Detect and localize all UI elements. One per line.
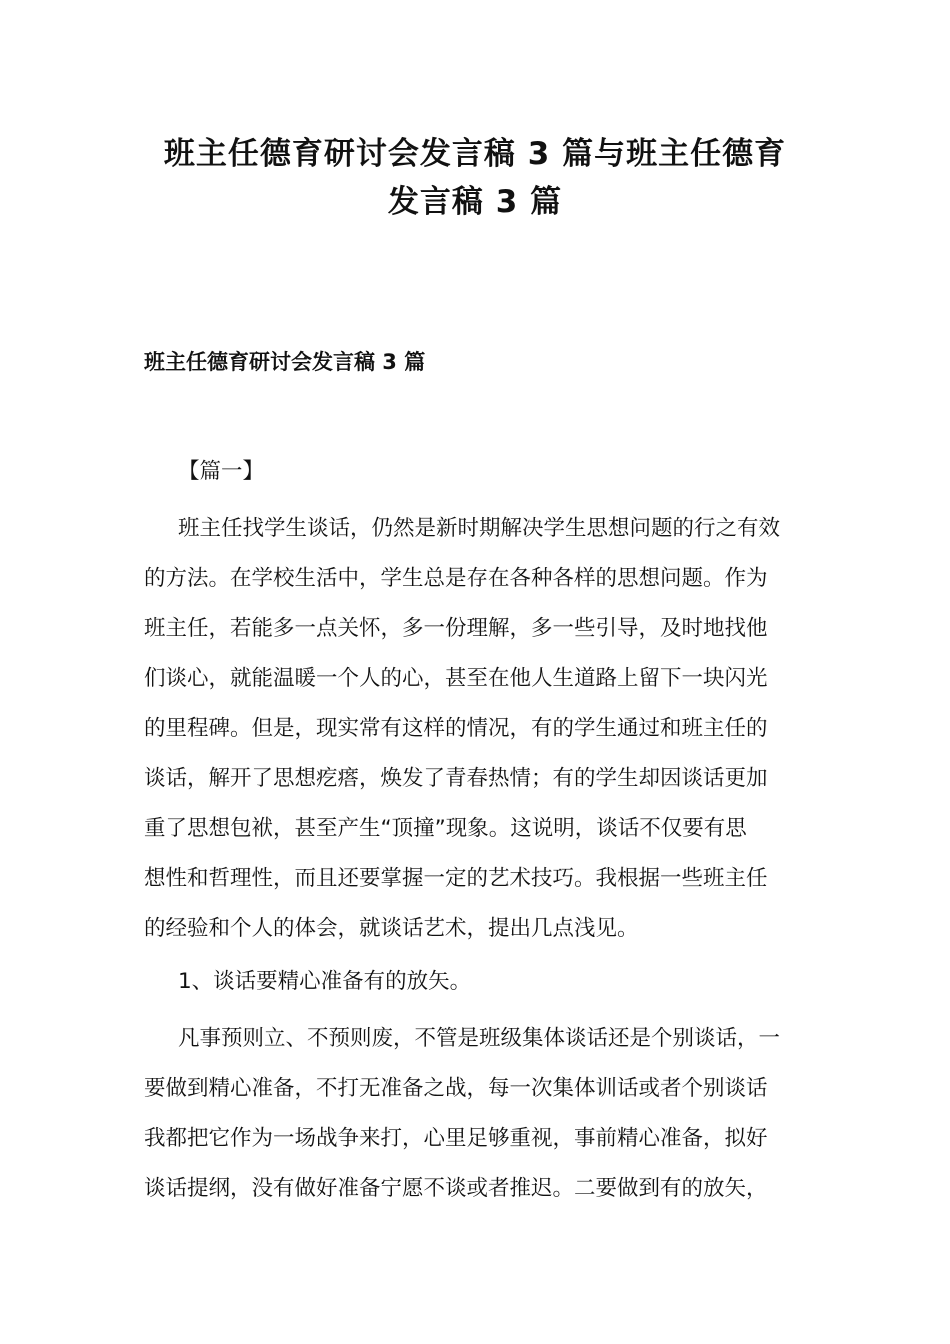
chapter-label: 【篇一】 <box>178 459 265 484</box>
subheading-1: 1、谈话要精心准备有的放矢。 <box>178 969 472 994</box>
paragraph-line: 要做到精心准备，不打无准备之战，每一次集体训话或者个别谈话 <box>144 1076 768 1101</box>
paragraph-line: 谈话，解开了思想疙瘩，焕发了青春热情；有的学生却因谈话更加 <box>144 766 768 791</box>
document-title-line-1: 班主任德育研讨会发言稿 3 篇与班主任德育 <box>163 136 787 172</box>
paragraph-line: 我都把它作为一场战争来打，心里足够重视，事前精心准备，拟好 <box>144 1126 768 1151</box>
paragraph-line: 的经验和个人的体会，就谈话艺术，提出几点浅见。 <box>144 916 639 941</box>
paragraph-line: 想性和哲理性，而且还要掌握一定的艺术技巧。我根据一些班主任 <box>144 866 768 891</box>
paragraph-line: 的里程碑。但是，现实常有这样的情况，有的学生通过和班主任的 <box>144 716 768 741</box>
paragraph-line: 班主任，若能多一点关怀，多一份理解，多一些引导，及时地找他 <box>144 616 768 641</box>
paragraph-line: 谈话提纲，没有做好准备宁愿不谈或者推迟。二要做到有的放矢， <box>144 1176 768 1201</box>
paragraph-line: 班主任找学生谈话，仍然是新时期解决学生思想问题的行之有效 <box>178 516 781 541</box>
document-title-line-2: 发言稿 3 篇 <box>387 184 563 220</box>
paragraph-line: 们谈心，就能温暖一个人的心，甚至在他人生道路上留下一块闪光 <box>144 666 768 691</box>
paragraph-line: 的方法。在学校生活中，学生总是存在各种各样的思想问题。作为 <box>144 566 768 591</box>
paragraph-line: 凡事预则立、不预则废，不管是班级集体谈话还是个别谈话，一 <box>178 1026 781 1051</box>
section-heading: 班主任德育研讨会发言稿 3 篇 <box>144 350 426 374</box>
paragraph-line: 重了思想包袱，甚至产生“顶撞”现象。这说明，谈话不仅要有思 <box>144 816 747 841</box>
